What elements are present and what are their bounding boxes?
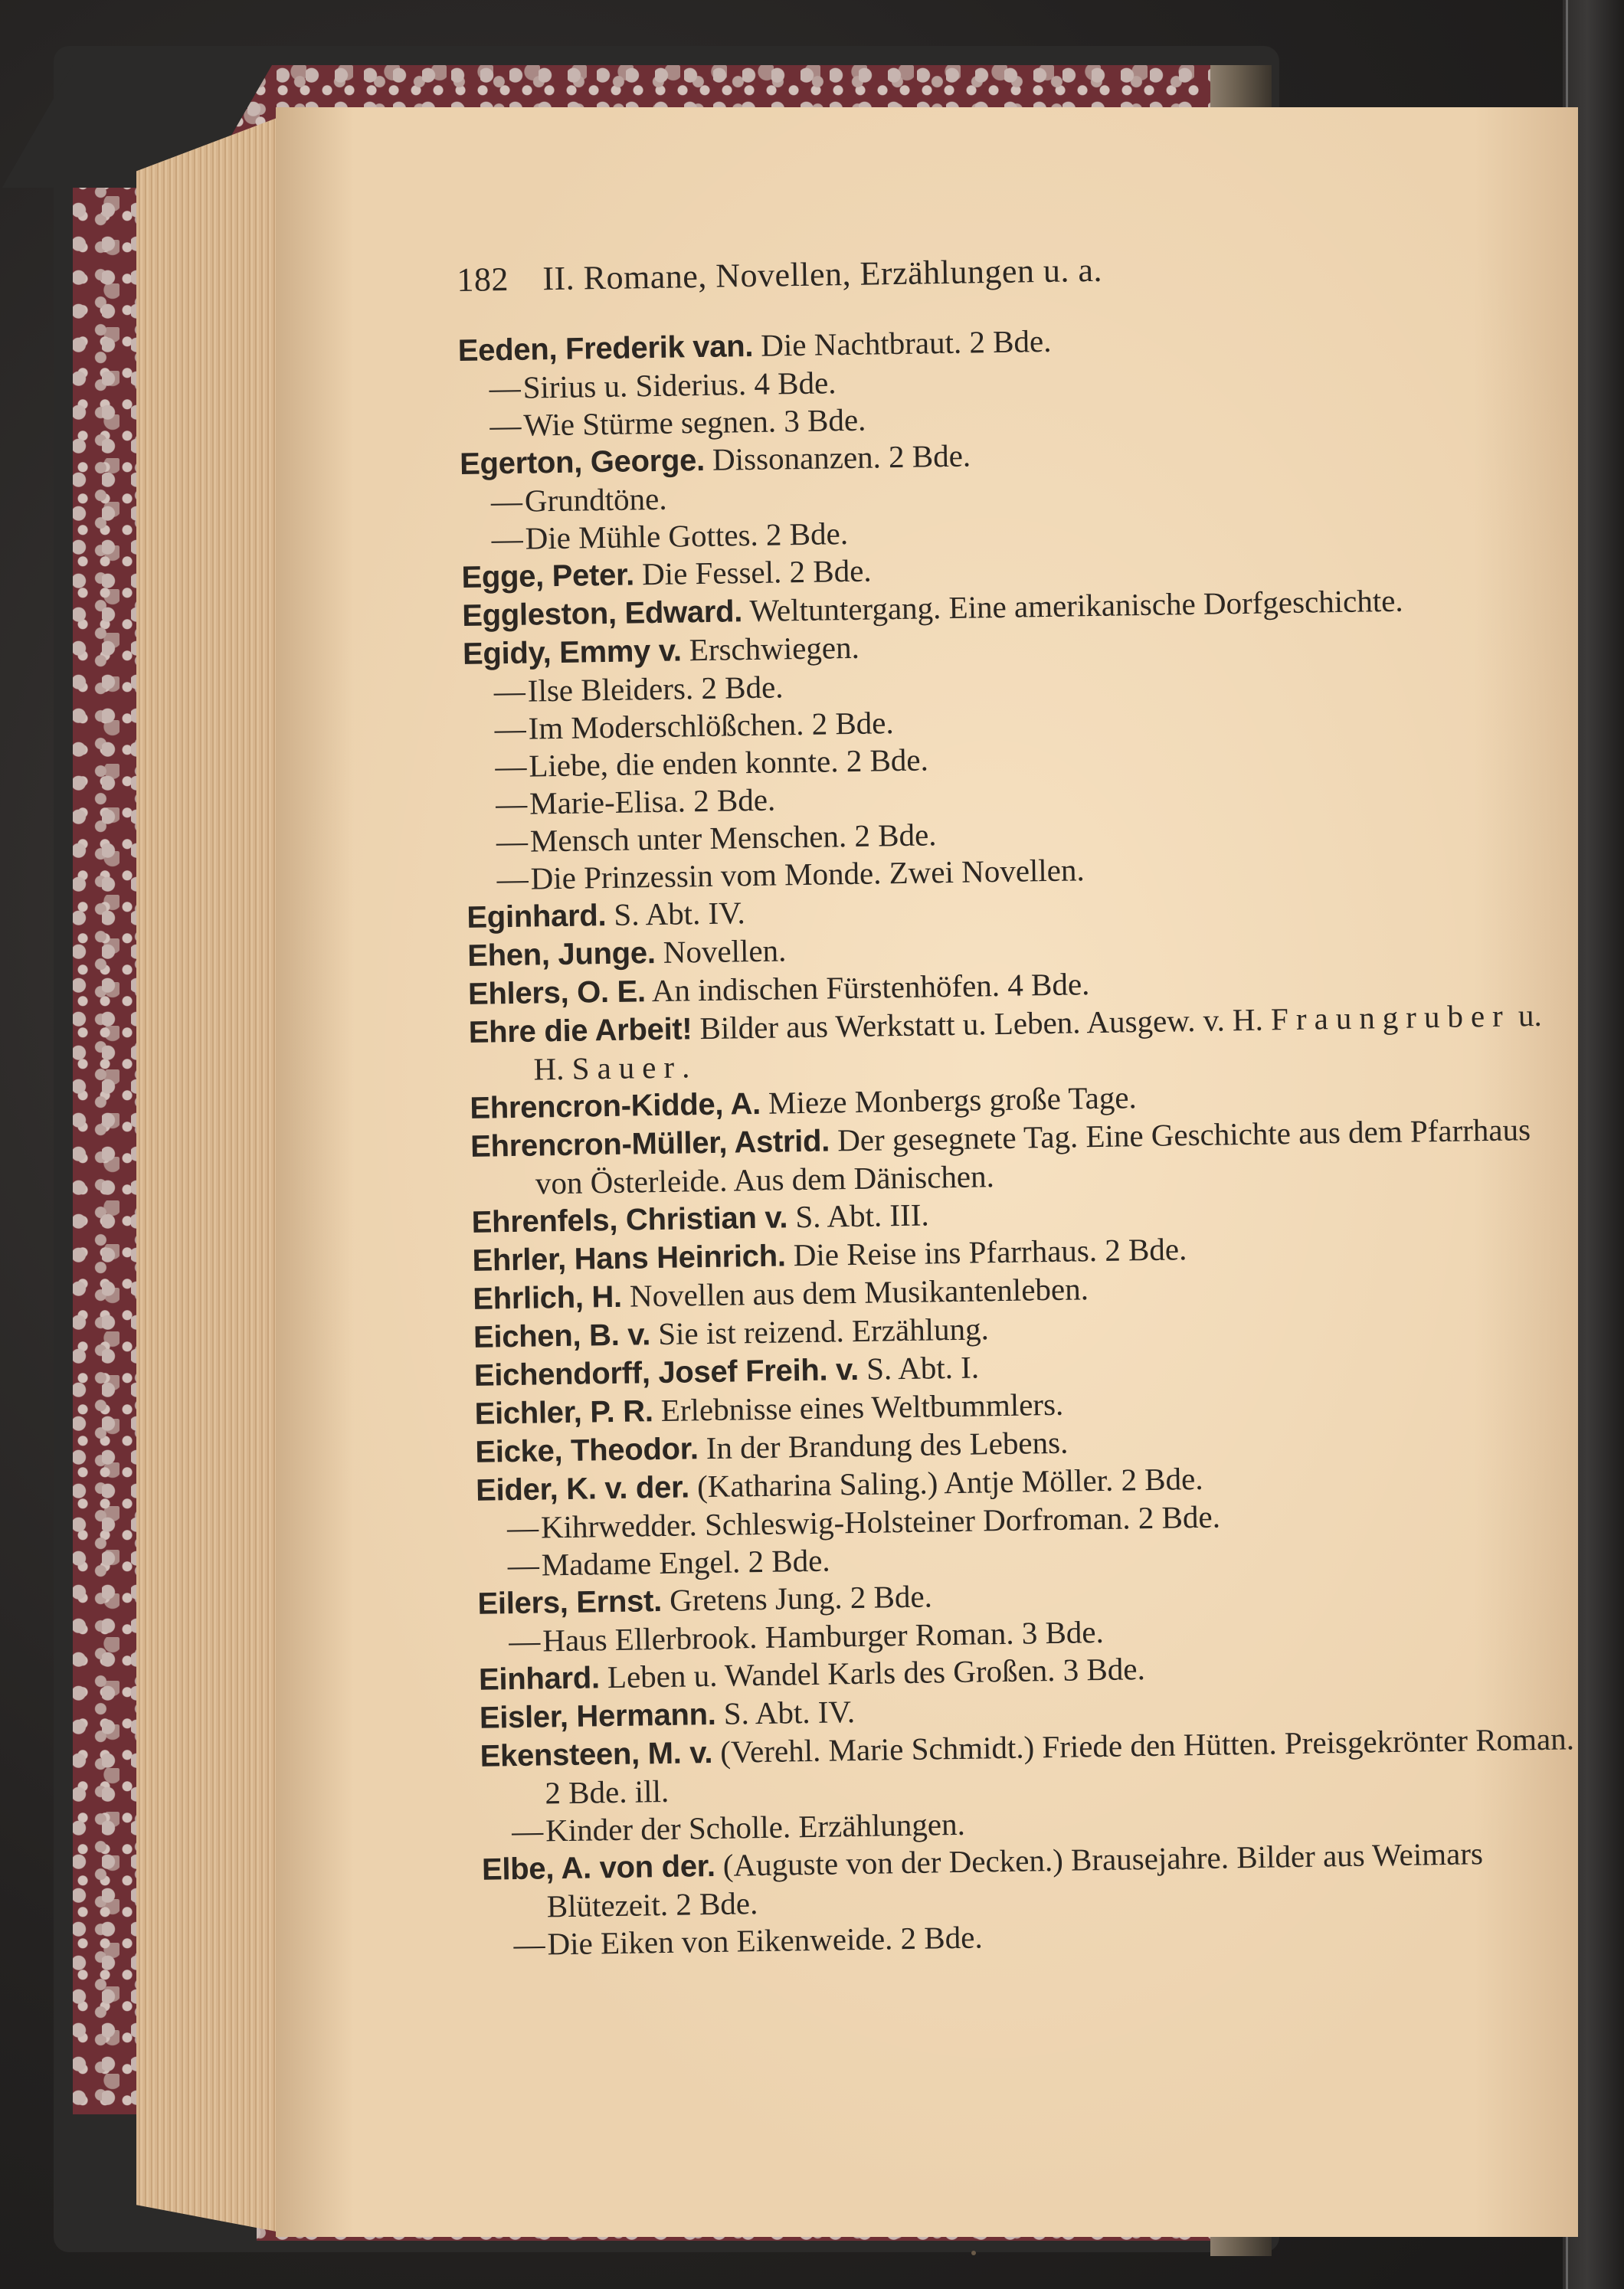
entry-text: Ilse Bleiders. 2 Bde. [527, 669, 784, 709]
entry-text: Marie-Elisa. 2 Bde. [529, 781, 776, 821]
entry-text: Haus Ellerbrook. Hamburger Roman. 3 Bde. [542, 1613, 1105, 1659]
entry-text: Die Prinzessin vom Monde. Zwei Novellen. [530, 852, 1085, 896]
entry-text: Novellen. [655, 932, 787, 971]
author-name: Eichendorff, Josef Freih. v. [473, 1352, 859, 1393]
author-name: Ehrencron-Kidde, A. [470, 1086, 761, 1125]
author-name: Eginhard. [467, 899, 607, 935]
entry-text: (Katharina Saling.) Antje Möller. 2 Bde. [689, 1460, 1203, 1505]
entry-text: Die Nachtbraut. 2 Bde. [752, 323, 1052, 363]
author-name: Eggleston, Edward. [461, 594, 743, 633]
author-name: Eichen, B. v. [473, 1318, 651, 1354]
entry-text: Wie Stürme segnen. 3 Bde. [523, 401, 866, 443]
ditto-dash: — [506, 1509, 539, 1546]
paper-speck [971, 2251, 976, 2255]
ditto-dash: — [496, 860, 529, 897]
ditto-dash: — [489, 369, 521, 406]
author-name: Ekensteen, M. v. [480, 1735, 713, 1773]
author-name: Ehrlich, H. [472, 1279, 623, 1316]
author-name: Egerton, George. [459, 443, 706, 481]
entry-text: Erschwiegen. [681, 629, 860, 668]
entry-text: u. H. [533, 997, 1543, 1087]
entry-text: S. Abt. I. [858, 1349, 980, 1387]
entry-text: Bilder aus Werkstatt u. Leben. Ausgew. v. H. [691, 1001, 1272, 1046]
entry-text: Madame Engel. 2 Bde. [541, 1542, 830, 1583]
author-name: Egidy, Emmy v. [462, 634, 682, 671]
entry-text: Kinder der Scholle. Erzählungen. [545, 1806, 966, 1849]
author-name: Einhard. [478, 1661, 601, 1697]
entry-text: Die Fessel. 2 Bde. [634, 552, 872, 592]
entry-text: In der Brandung des Lebens. [698, 1424, 1069, 1466]
ditto-dash: — [489, 407, 522, 444]
author-name: Ehlers, O. E. [467, 974, 647, 1011]
ditto-dash: — [495, 748, 527, 784]
running-header [457, 244, 1553, 300]
entry-text: Dissonanzen. 2 Bde. [704, 437, 971, 477]
entry-text: Grundtöne. [524, 480, 667, 519]
entry-text: An indischen Fürstenhöfen. 4 Bde. [645, 966, 1090, 1009]
section-title: II. Romane, Novellen, Erzählungen u. a. [542, 251, 1103, 298]
author-name: Ehen, Junge. [467, 936, 656, 973]
entry-text: S. Abt. IV. [605, 895, 746, 933]
entry-text: Weltuntergang. Eine amerikanische Dorfgeschichte. [742, 582, 1403, 629]
author-name: Eider, K. v. der. [475, 1470, 690, 1508]
author-name: Ehrenfels, Christian v. [471, 1200, 788, 1239]
bibliography-list [457, 315, 1578, 1964]
author-name: Eeden, Frederik van. [457, 329, 754, 368]
entry-text: Der gesegnete Tag. Eine Geschichte aus dem Pfarrhaus von Österleide. Aus dem Dänischen. [535, 1112, 1531, 1201]
entry-text: Novellen aus dem Musikantenleben. [621, 1271, 1089, 1314]
entry-text: Sirius u. Siderius. 4 Bde. [522, 365, 837, 405]
author-name: Ehrencron-Müller, Astrid. [470, 1124, 830, 1164]
author-name: Eicke, Theodor. [475, 1432, 699, 1469]
author-name: Eilers, Ernst. [477, 1584, 663, 1621]
entry-text: Erlebnisse eines Weltbummlers. [653, 1386, 1064, 1429]
ditto-dash: — [490, 483, 523, 519]
page-text [457, 244, 1579, 1964]
entry-text: (Verehl. Marie Schmidt.) Friede den Hütten. Preisgekrönter Roman. 2 Bde. ill. [545, 1721, 1575, 1811]
entry-text: Sie ist reizend. Erzählung. [650, 1311, 990, 1352]
entry-text: Die Eiken von Eikenweide. 2 Bde. [547, 1919, 983, 1962]
entry-text: Die Reise ins Pfarrhaus. 2 Bde. [785, 1231, 1187, 1273]
ditto-dash: — [494, 710, 526, 747]
entry-text: . [681, 1049, 690, 1085]
page-number: 182 [457, 260, 509, 299]
entry-text: Die Mühle Gottes. 2 Bde. [525, 516, 849, 556]
ditto-dash: — [496, 823, 529, 860]
entry-text: Mensch unter Menschen. 2 Bde. [529, 817, 937, 859]
book-page [276, 107, 1578, 2237]
entry-text: Kihrwedder. Schleswig-Holsteiner Dorfroman. 2 Bde. [540, 1498, 1221, 1545]
author-name: Ehre die Arbeit! [468, 1012, 692, 1050]
editor-name: Fraungruber [1270, 997, 1511, 1037]
ditto-dash: — [508, 1623, 541, 1659]
entry-text: Liebe, die enden konnte. 2 Bde. [529, 742, 929, 784]
author-name: Ehrler, Hans Heinrich. [472, 1239, 786, 1278]
author-name: Eisler, Hermann. [479, 1697, 716, 1735]
editor-name: Sauer [571, 1049, 683, 1086]
ditto-dash: — [511, 1813, 544, 1849]
entry-text: Mieze Monbergs große Tage. [760, 1079, 1138, 1121]
entry-text: S. Abt. IV. [715, 1694, 856, 1731]
author-name: Elbe, A. von der. [481, 1849, 715, 1887]
ditto-dash: — [491, 520, 524, 557]
ditto-dash: — [493, 673, 526, 709]
entry-text: Gretens Jung. 2 Bde. [661, 1578, 933, 1619]
entry-text: S. Abt. III. [787, 1197, 929, 1235]
ditto-dash: — [513, 1926, 545, 1963]
entry-text: Im Moderschlößchen. 2 Bde. [528, 705, 894, 746]
author-name: Eichler, P. R. [474, 1394, 653, 1431]
entry-text: Leben u. Wandel Karls des Großen. 3 Bde. [599, 1651, 1146, 1695]
entry-text: (Auguste von der Decken.) Brausejahre. Bilder aus Weimars Blütezeit. 2 Bde. [546, 1835, 1484, 1924]
ditto-dash: — [495, 785, 528, 822]
author-name: Egge, Peter. [461, 558, 635, 594]
ditto-dash: — [507, 1547, 540, 1583]
